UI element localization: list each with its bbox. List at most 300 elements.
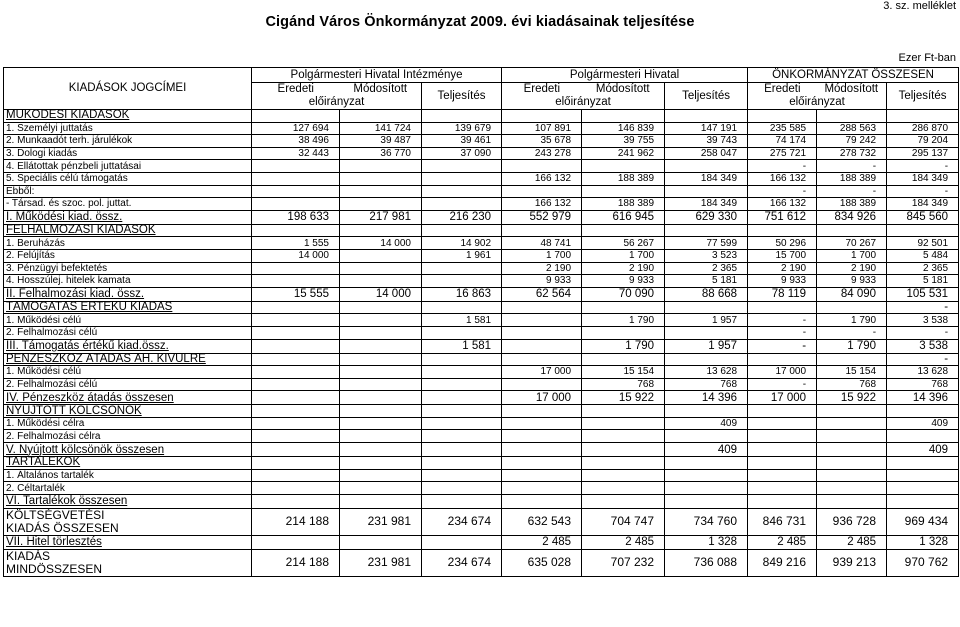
row-label: 1. Működési célú [4,366,252,379]
cell-value [748,417,817,430]
cell-value [422,366,502,379]
cell-value [748,482,817,495]
cell-value: 216 230 [422,210,502,224]
cell-value [665,160,748,173]
cell-value: 141 724 [340,122,422,135]
cell-value [502,301,582,314]
cell-value [252,494,340,508]
cell-value: 278 732 [817,147,887,160]
cell-value [582,224,665,237]
cell-value [582,469,665,482]
cell-value: 39 755 [582,135,665,148]
table-row [4,366,959,379]
cell-value: 1 581 [422,339,502,353]
table-row [4,275,959,288]
cell-value [252,301,340,314]
cell-value [252,443,340,457]
cell-value [252,482,340,495]
cell-value [340,326,422,339]
cell-value: 2 365 [887,262,959,275]
row-label: V. Nyújtott kölcsönök összesen [4,443,252,457]
col-header-main: KIADÁSOK JOGCÍMEI [4,68,252,110]
table-row [4,457,959,470]
cell-value [748,430,817,443]
cell-value: - [887,301,959,314]
cell-value: - [748,339,817,353]
sub-header-fulfilment: Teljesítés [887,83,959,110]
cell-value [817,482,887,495]
cell-value [502,339,582,353]
cell-value [887,482,959,495]
cell-value [340,249,422,262]
cell-value [252,314,340,327]
cell-value [502,326,582,339]
cell-value [887,430,959,443]
cell-value [422,353,502,366]
cell-value: 629 330 [665,210,748,224]
cell-value: 768 [665,378,748,391]
cell-value [252,160,340,173]
cell-value [502,417,582,430]
table-row [4,160,959,173]
cell-value: 409 [887,417,959,430]
cell-value: 15 154 [817,366,887,379]
cell-value: 16 863 [422,287,502,301]
group-header-institution: Polgármesteri Hivatal Intézménye [252,68,502,83]
table-row [4,494,959,508]
cell-value [422,417,502,430]
cell-value [817,301,887,314]
cell-value [340,430,422,443]
cell-value [582,110,665,123]
cell-value: 2 485 [817,535,887,549]
cell-value [340,160,422,173]
table-row [4,301,959,314]
cell-value: 736 088 [665,549,748,576]
cell-value [422,482,502,495]
table-row [4,482,959,495]
cell-value [817,457,887,470]
cell-value [748,494,817,508]
cell-value: 217 981 [340,210,422,224]
cell-value [665,469,748,482]
cell-value [817,430,887,443]
cell-value: 38 496 [252,135,340,148]
cell-value [665,301,748,314]
cell-value [252,457,340,470]
cell-value: 243 278 [502,147,582,160]
cell-value: 1 328 [887,535,959,549]
row-label: 4. Ellátottak pénzbeli juttatásai [4,160,252,173]
cell-value: 1 790 [582,339,665,353]
cell-value: 231 981 [340,549,422,576]
row-label: 1. Működési célú [4,314,252,327]
sub-header-fulfilment: Teljesítés [665,83,748,110]
cell-value [252,326,340,339]
sub-header-original: Eredeti [502,83,582,97]
cell-value: 188 389 [817,198,887,211]
cell-value: 184 349 [665,198,748,211]
cell-value [422,443,502,457]
cell-value [340,172,422,185]
cell-value: 166 132 [502,172,582,185]
cell-value: 734 760 [665,508,748,535]
cell-value [887,469,959,482]
cell-value: 39 743 [665,135,748,148]
sub-header-modified: Módosított [340,83,422,97]
cell-value: 295 137 [887,147,959,160]
cell-value [887,405,959,418]
cell-value: 5 181 [887,275,959,288]
row-label-line: MINDÖSSZESEN [6,561,103,576]
row-label: TARTALÉKOK [4,457,252,470]
cell-value: 39 461 [422,135,502,148]
cell-value: 9 933 [582,275,665,288]
row-label-line: KIADÁS [6,549,51,563]
table-row [4,549,959,576]
cell-value [582,457,665,470]
row-label: 2. Felhalmozási célú [4,326,252,339]
row-label-line: KIADÁS ÖSSZESEN [6,520,119,535]
row-label: VII. Hitel törlesztés [4,535,252,549]
sub-header-modified: Módosított [582,83,665,97]
cell-value: 1 700 [582,249,665,262]
table-row [4,249,959,262]
cell-value: 1 790 [817,314,887,327]
cell-value: 14 000 [340,287,422,301]
cell-value: 105 531 [887,287,959,301]
cell-value [748,224,817,237]
cell-value [422,391,502,405]
cell-value [502,430,582,443]
cell-value: 70 090 [582,287,665,301]
cell-value: 3 538 [887,339,959,353]
cell-value: 198 633 [252,210,340,224]
cell-value: 107 891 [502,122,582,135]
cell-value [665,326,748,339]
cell-value: 37 090 [422,147,502,160]
cell-value: 258 047 [665,147,748,160]
row-label: 3. Dologi kiadás [4,147,252,160]
table-row [4,135,959,148]
cell-value: 15 700 [748,249,817,262]
cell-value: 214 188 [252,508,340,535]
cell-value: 17 000 [502,366,582,379]
cell-value [252,469,340,482]
cell-value: 35 678 [502,135,582,148]
row-label: VI. Tartalékok összesen [4,494,252,508]
cell-value: 1 700 [502,249,582,262]
cell-value: 3 538 [887,314,959,327]
table-row [4,262,959,275]
cell-value [817,405,887,418]
cell-value [422,301,502,314]
cell-value: 14 902 [422,237,502,250]
cell-value: 846 731 [748,508,817,535]
row-label: 5. Speciális célú támogatás [4,172,252,185]
cell-value [582,185,665,198]
cell-value [817,469,887,482]
cell-value: 14 396 [887,391,959,405]
cell-value: 139 679 [422,122,502,135]
cell-value [422,430,502,443]
cell-value: 92 501 [887,237,959,250]
table-row [4,287,959,301]
table-row [4,147,959,160]
cell-value [252,405,340,418]
cell-value [817,110,887,123]
cell-value: 62 564 [502,287,582,301]
cell-value: - [887,326,959,339]
row-label: 2. Felújítás [4,249,252,262]
cell-value [665,110,748,123]
cell-value: 188 389 [817,172,887,185]
cell-value: 1 555 [252,237,340,250]
table-row [4,110,959,123]
cell-value [502,353,582,366]
cell-value [252,535,340,549]
sub-header-appropriation: előirányzat [252,96,422,110]
table-row [4,224,959,237]
cell-value: 127 694 [252,122,340,135]
cell-value [582,405,665,418]
sub-header-original: Eredeti [252,83,340,97]
table-row [4,405,959,418]
cell-value [252,339,340,353]
cell-value: 2 190 [582,262,665,275]
sub-header-modified: Módosított [817,83,887,97]
cell-value [340,482,422,495]
cell-value [665,353,748,366]
cell-value: 14 000 [340,237,422,250]
cell-value: 74 174 [748,135,817,148]
cell-value: 768 [582,378,665,391]
cell-value [340,262,422,275]
cell-value: 970 762 [887,549,959,576]
cell-value [340,535,422,549]
cell-value: 188 389 [582,198,665,211]
row-label-line: KÖLTSÉGVETÉSI [6,508,105,522]
cell-value: 32 443 [252,147,340,160]
cell-value [422,224,502,237]
cell-value: - [748,378,817,391]
cell-value [340,443,422,457]
row-label: I. Működési kiad. össz. [4,210,252,224]
cell-value [502,457,582,470]
expenditure-table [3,67,959,577]
cell-value: 146 839 [582,122,665,135]
cell-value: 50 296 [748,237,817,250]
table-row [4,535,959,549]
table-row [4,353,959,366]
cell-value: 2 190 [502,262,582,275]
cell-value [817,353,887,366]
cell-value: 234 674 [422,549,502,576]
cell-value [252,198,340,211]
table-row [4,210,959,224]
cell-value: 17 000 [502,391,582,405]
cell-value: 768 [887,378,959,391]
cell-value: 1 790 [817,339,887,353]
cell-value [817,443,887,457]
cell-value: 36 770 [340,147,422,160]
cell-value: 768 [817,378,887,391]
cell-value [502,314,582,327]
row-label: FELHALMOZÁSI KIADÁSOK [4,224,252,237]
cell-value [340,405,422,418]
cell-value [502,224,582,237]
cell-value [252,172,340,185]
cell-value [582,494,665,508]
cell-value [887,110,959,123]
row-label [4,508,252,535]
cell-value [340,391,422,405]
row-label: 1. Általános tartalék [4,469,252,482]
cell-value [422,185,502,198]
cell-value [665,224,748,237]
cell-value: 9 933 [502,275,582,288]
table-row [4,237,959,250]
cell-value: 79 242 [817,135,887,148]
cell-value: 14 000 [252,249,340,262]
cell-value [252,185,340,198]
row-label: 3. Pénzügyi befektetés [4,262,252,275]
cell-value: 15 922 [582,391,665,405]
cell-value [422,457,502,470]
row-label: 4. Hosszúlej. hitelek kamata [4,275,252,288]
cell-value [665,430,748,443]
cell-value: - [817,160,887,173]
row-label: 2. Felhalmozási célú [4,378,252,391]
cell-value: 616 945 [582,210,665,224]
cell-value: 166 132 [748,172,817,185]
cell-value: 2 190 [748,262,817,275]
cell-value: 184 349 [887,172,959,185]
cell-value [665,494,748,508]
cell-value [340,275,422,288]
cell-value [502,110,582,123]
row-label: IV. Pénzeszköz átadás összesen [4,391,252,405]
cell-value [422,405,502,418]
cell-value: 184 349 [887,198,959,211]
cell-value: 936 728 [817,508,887,535]
cell-value [582,301,665,314]
cell-value [252,110,340,123]
cell-value: 77 599 [665,237,748,250]
cell-value: 5 484 [887,249,959,262]
row-label [4,549,252,576]
cell-value: 3 523 [665,249,748,262]
cell-value: - [887,353,959,366]
cell-value [252,430,340,443]
row-label: 1. Beruházás [4,237,252,250]
table-row [4,391,959,405]
cell-value: 147 191 [665,122,748,135]
cell-value [340,339,422,353]
cell-value [665,185,748,198]
cell-value: 14 396 [665,391,748,405]
group-header-office: Polgármesteri Hivatal [502,68,748,83]
table-row [4,378,959,391]
table-row [4,198,959,211]
row-label: II. Felhalmozási kiad. össz. [4,287,252,301]
cell-value [887,224,959,237]
cell-value [887,494,959,508]
cell-value: 2 365 [665,262,748,275]
cell-value [340,110,422,123]
cell-value: - [887,160,959,173]
cell-value: 235 585 [748,122,817,135]
cell-value: 56 267 [582,237,665,250]
cell-value [582,443,665,457]
sub-header-appropriation: előirányzat [502,96,665,110]
cell-value: 409 [665,417,748,430]
cell-value: - [887,185,959,198]
cell-value: 849 216 [748,549,817,576]
cell-value: 552 979 [502,210,582,224]
cell-value [340,314,422,327]
cell-value [340,366,422,379]
cell-value: 632 543 [502,508,582,535]
cell-value: 707 232 [582,549,665,576]
table-row [4,443,959,457]
cell-value [340,417,422,430]
cell-value: 969 434 [887,508,959,535]
cell-value [665,405,748,418]
row-label: 2. Felhalmozási célra [4,430,252,443]
cell-value [340,469,422,482]
cell-value [502,185,582,198]
cell-value [817,417,887,430]
cell-value: 15 154 [582,366,665,379]
cell-value: 17 000 [748,391,817,405]
cell-value: 5 181 [665,275,748,288]
cell-value [748,457,817,470]
cell-value: 88 668 [665,287,748,301]
cell-value: 184 349 [665,172,748,185]
cell-value: 2 190 [817,262,887,275]
cell-value: 2 485 [582,535,665,549]
cell-value [502,160,582,173]
table-row [4,172,959,185]
row-label: 1. Személyi juttatás [4,122,252,135]
cell-value [252,366,340,379]
cell-value [665,457,748,470]
cell-value: 241 962 [582,147,665,160]
cell-value: 751 612 [748,210,817,224]
cell-value: - [817,326,887,339]
row-label: III. Támogatás értékű kiad.össz. [4,339,252,353]
cell-value: 2 485 [502,535,582,549]
cell-value: 704 747 [582,508,665,535]
cell-value [502,469,582,482]
cell-value [817,494,887,508]
cell-value [340,457,422,470]
unit-label: Ezer Ft-ban [898,52,956,64]
cell-value: 13 628 [665,366,748,379]
cell-value [502,482,582,495]
cell-value [252,262,340,275]
cell-value: 15 555 [252,287,340,301]
row-label: PÉNZESZKÖZ ÁTADÁS ÁH. KIVÜLRE [4,353,252,366]
page-title: Cigánd Város Önkormányzat 2009. évi kiadásainak teljesítése [265,14,695,30]
cell-value [340,378,422,391]
cell-value [748,353,817,366]
cell-value: 48 741 [502,237,582,250]
cell-value: 214 188 [252,549,340,576]
cell-value [582,160,665,173]
cell-value [252,224,340,237]
